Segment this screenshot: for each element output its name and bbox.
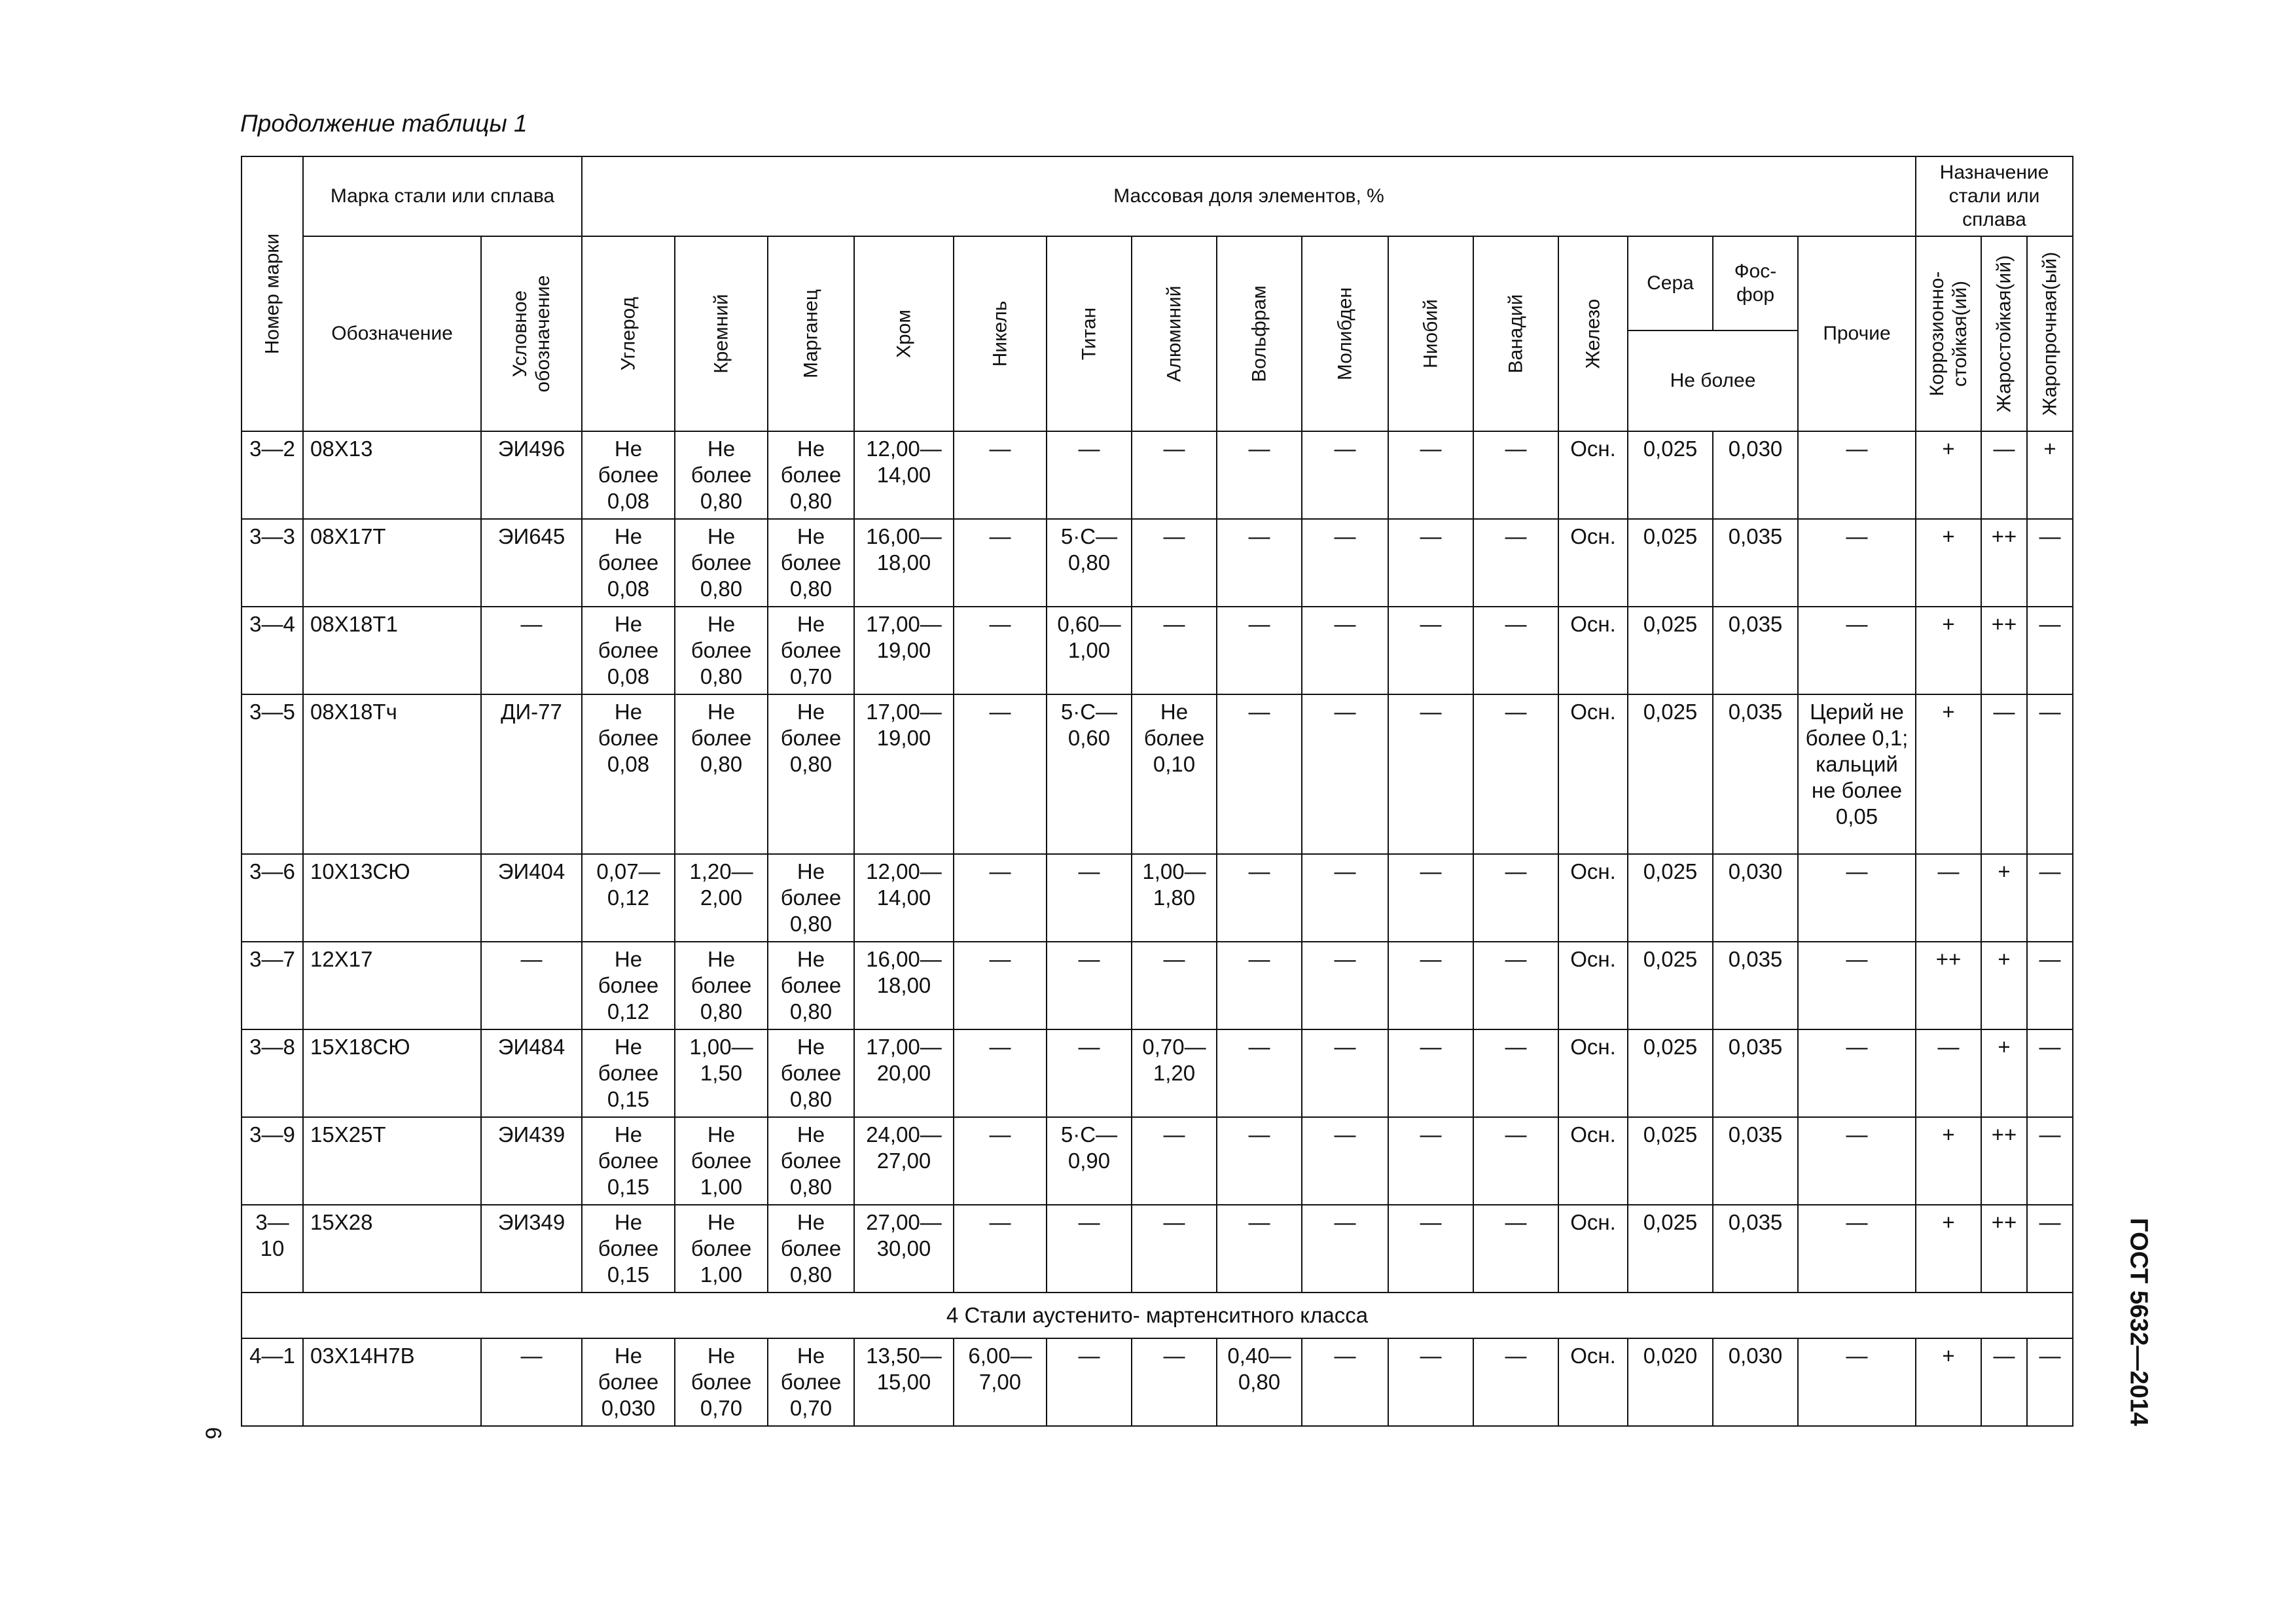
- cell-mn: Не более 0,80: [768, 1205, 854, 1293]
- header-niobium: Ниобий: [1388, 236, 1473, 431]
- cell-heat: +: [1981, 854, 2027, 942]
- cell-si: Не более 0,80: [675, 607, 768, 694]
- cell-fe: Осн.: [1558, 1338, 1628, 1426]
- cell-other: —: [1798, 942, 1916, 1029]
- cell-c: Не более 0,15: [582, 1117, 675, 1205]
- cell-v: —: [1473, 1029, 1558, 1117]
- cell-conv: —: [481, 942, 582, 1029]
- cell-v: —: [1473, 854, 1558, 942]
- cell-fe: Осн.: [1558, 1029, 1628, 1117]
- cell-designation: 15Х28: [303, 1205, 481, 1293]
- cell-s: 0,025: [1628, 1029, 1713, 1117]
- table-row: [242, 854, 2073, 942]
- cell-other: —: [1798, 431, 1916, 519]
- cell-c: Не более 0,12: [582, 942, 675, 1029]
- cell-mn: Не более 0,70: [768, 607, 854, 694]
- cell-p: 0,035: [1713, 1205, 1798, 1293]
- cell-c: Не более 0,08: [582, 431, 675, 519]
- cell-s: 0,025: [1628, 431, 1713, 519]
- cell-ni: —: [954, 854, 1047, 942]
- cell-mo: —: [1302, 607, 1388, 694]
- cell-corr: —: [1916, 854, 1981, 942]
- cell-mn: Не более 0,80: [768, 1117, 854, 1205]
- cell-al: —: [1132, 607, 1217, 694]
- cell-designation: 12Х17: [303, 942, 481, 1029]
- cell-heat: —: [1981, 1338, 2027, 1426]
- table-row: [242, 1338, 2073, 1426]
- cell-si: Не более 0,70: [675, 1338, 768, 1426]
- cell-al: Не более 0,10: [1132, 694, 1217, 854]
- cell-ti: —: [1047, 854, 1132, 942]
- cell-num: 3—5: [242, 694, 303, 854]
- cell-cr: 27,00—30,00: [854, 1205, 954, 1293]
- cell-ti: 5·С—0,60: [1047, 694, 1132, 854]
- document-side-title: ГОСТ 5632—2014: [2125, 1218, 2153, 1426]
- cell-fe: Осн.: [1558, 854, 1628, 942]
- cell-strong: —: [2027, 1117, 2073, 1205]
- cell-cr: 17,00—20,00: [854, 1029, 954, 1117]
- cell-nb: —: [1388, 854, 1473, 942]
- cell-al: —: [1132, 431, 1217, 519]
- cell-corr: +: [1916, 1205, 1981, 1293]
- cell-nb: —: [1388, 1338, 1473, 1426]
- cell-w: 0,40—0,80: [1217, 1338, 1302, 1426]
- cell-cr: 16,00—18,00: [854, 942, 954, 1029]
- cell-other: —: [1798, 854, 1916, 942]
- cell-designation: 08Х18Тч: [303, 694, 481, 854]
- cell-si: Не более 0,80: [675, 694, 768, 854]
- header-max-note: Не более: [1628, 330, 1798, 431]
- cell-corr: —: [1916, 1029, 1981, 1117]
- cell-other: —: [1798, 519, 1916, 607]
- cell-strong: —: [2027, 694, 2073, 854]
- cell-conv: ЭИ439: [481, 1117, 582, 1205]
- table-row: [242, 431, 2073, 519]
- table-row: [242, 694, 2073, 854]
- section-row: [242, 1293, 2073, 1338]
- cell-designation: 15Х25Т: [303, 1117, 481, 1205]
- cell-al: —: [1132, 1205, 1217, 1293]
- cell-corr: +: [1916, 1338, 1981, 1426]
- header-designation: Обозначение: [303, 236, 481, 431]
- cell-w: —: [1217, 431, 1302, 519]
- cell-designation: 10Х13СЮ: [303, 854, 481, 942]
- cell-w: —: [1217, 1205, 1302, 1293]
- cell-heat: +: [1981, 1029, 2027, 1117]
- table-row: [242, 942, 2073, 1029]
- cell-num: 3—8: [242, 1029, 303, 1117]
- cell-other: —: [1798, 1117, 1916, 1205]
- cell-heat: —: [1981, 694, 2027, 854]
- cell-w: —: [1217, 1117, 1302, 1205]
- cell-conv: ДИ-77: [481, 694, 582, 854]
- cell-si: Не более 1,00: [675, 1117, 768, 1205]
- cell-heat: ++: [1981, 607, 2027, 694]
- header-titanium: Титан: [1047, 236, 1132, 431]
- cell-ni: —: [954, 1029, 1047, 1117]
- cell-num: 3—10: [242, 1205, 303, 1293]
- cell-mo: —: [1302, 1338, 1388, 1426]
- cell-strong: —: [2027, 1029, 2073, 1117]
- cell-mo: —: [1302, 1205, 1388, 1293]
- cell-conv: ЭИ484: [481, 1029, 582, 1117]
- cell-mn: Не более 0,80: [768, 431, 854, 519]
- cell-ni: —: [954, 1117, 1047, 1205]
- cell-conv: —: [481, 607, 582, 694]
- cell-heat: ++: [1981, 1205, 2027, 1293]
- cell-ni: —: [954, 942, 1047, 1029]
- cell-conv: —: [481, 1338, 582, 1426]
- cell-conv: ЭИ349: [481, 1205, 582, 1293]
- cell-num: 3—6: [242, 854, 303, 942]
- cell-w: —: [1217, 519, 1302, 607]
- cell-corr: +: [1916, 607, 1981, 694]
- cell-corr: +: [1916, 519, 1981, 607]
- cell-v: —: [1473, 942, 1558, 1029]
- cell-corr: +: [1916, 694, 1981, 854]
- cell-al: —: [1132, 1338, 1217, 1426]
- cell-ti: 0,60—1,00: [1047, 607, 1132, 694]
- cell-s: 0,025: [1628, 942, 1713, 1029]
- cell-ni: —: [954, 694, 1047, 854]
- cell-mo: —: [1302, 1117, 1388, 1205]
- cell-nb: —: [1388, 431, 1473, 519]
- cell-v: —: [1473, 694, 1558, 854]
- cell-nb: —: [1388, 1029, 1473, 1117]
- cell-fe: Осн.: [1558, 1117, 1628, 1205]
- cell-other: Церий не более 0,1; кальций не более 0,05: [1798, 694, 1916, 854]
- cell-al: 0,70—1,20: [1132, 1029, 1217, 1117]
- cell-mn: Не более 0,80: [768, 519, 854, 607]
- header-iron: Железо: [1558, 236, 1628, 431]
- header-manganese: Марганец: [768, 236, 854, 431]
- cell-s: 0,025: [1628, 519, 1713, 607]
- cell-v: —: [1473, 1338, 1558, 1426]
- cell-strong: +: [2027, 431, 2073, 519]
- header-nickel: Никель: [954, 236, 1047, 431]
- cell-strong: —: [2027, 854, 2073, 942]
- cell-nb: —: [1388, 519, 1473, 607]
- cell-c: Не более 0,08: [582, 519, 675, 607]
- header-chromium: Хром: [854, 236, 954, 431]
- cell-nb: —: [1388, 1117, 1473, 1205]
- cell-v: —: [1473, 519, 1558, 607]
- table-row: [242, 519, 2073, 607]
- header-silicon: Кремний: [675, 236, 768, 431]
- cell-mo: —: [1302, 854, 1388, 942]
- cell-strong: —: [2027, 607, 2073, 694]
- cell-p: 0,035: [1713, 942, 1798, 1029]
- cell-ti: —: [1047, 1205, 1132, 1293]
- cell-c: Не более 0,15: [582, 1029, 675, 1117]
- cell-heat: +: [1981, 942, 2027, 1029]
- cell-designation: 08Х17Т: [303, 519, 481, 607]
- cell-v: —: [1473, 431, 1558, 519]
- cell-cr: 16,00—18,00: [854, 519, 954, 607]
- header-grade: Марка стали или сплава: [303, 156, 582, 236]
- cell-w: —: [1217, 854, 1302, 942]
- cell-heat: ++: [1981, 519, 2027, 607]
- cell-conv: ЭИ645: [481, 519, 582, 607]
- cell-mn: Не более 0,80: [768, 1029, 854, 1117]
- header-aluminium: Алюминий: [1132, 236, 1217, 431]
- cell-other: —: [1798, 607, 1916, 694]
- header-tungsten: Вольфрам: [1217, 236, 1302, 431]
- cell-ni: —: [954, 1205, 1047, 1293]
- header-purpose: Назначение стали или сплава: [1916, 156, 2073, 236]
- cell-num: 3—3: [242, 519, 303, 607]
- table-row: [242, 1029, 2073, 1117]
- cell-c: Не более 0,08: [582, 694, 675, 854]
- cell-ti: 5·С—0,90: [1047, 1117, 1132, 1205]
- cell-mn: Не более 0,80: [768, 854, 854, 942]
- cell-strong: —: [2027, 942, 2073, 1029]
- cell-ni: —: [954, 607, 1047, 694]
- header-conventional: Условное обозначение: [481, 236, 582, 431]
- cell-p: 0,030: [1713, 1338, 1798, 1426]
- cell-designation: 08Х13: [303, 431, 481, 519]
- cell-corr: +: [1916, 431, 1981, 519]
- cell-mn: Не более 0,80: [768, 942, 854, 1029]
- page-number: 6: [200, 1427, 226, 1440]
- header-number: Номер марки: [242, 156, 303, 431]
- cell-heat: ++: [1981, 1117, 2027, 1205]
- cell-mo: —: [1302, 1029, 1388, 1117]
- cell-strong: —: [2027, 519, 2073, 607]
- header-molybdenum: Молибден: [1302, 236, 1388, 431]
- cell-fe: Осн.: [1558, 1205, 1628, 1293]
- cell-nb: —: [1388, 694, 1473, 854]
- cell-designation: 03Х14Н7В: [303, 1338, 481, 1426]
- table-row: [242, 607, 2073, 694]
- cell-designation: 08Х18Т1: [303, 607, 481, 694]
- cell-cr: 17,00—19,00: [854, 694, 954, 854]
- cell-mn: Не более 0,80: [768, 694, 854, 854]
- cell-al: —: [1132, 1117, 1217, 1205]
- table-row: [242, 1117, 2073, 1205]
- cell-other: —: [1798, 1338, 1916, 1426]
- cell-nb: —: [1388, 942, 1473, 1029]
- header-vanadium: Ванадий: [1473, 236, 1558, 431]
- cell-c: Не более 0,08: [582, 607, 675, 694]
- cell-strong: —: [2027, 1338, 2073, 1426]
- cell-al: —: [1132, 942, 1217, 1029]
- cell-corr: +: [1916, 1117, 1981, 1205]
- header-heat-resistant: Жаростойкая(ий): [1981, 236, 2027, 431]
- cell-conv: ЭИ496: [481, 431, 582, 519]
- cell-p: 0,030: [1713, 854, 1798, 942]
- cell-fe: Осн.: [1558, 519, 1628, 607]
- cell-mo: —: [1302, 519, 1388, 607]
- cell-nb: —: [1388, 607, 1473, 694]
- cell-nb: —: [1388, 1205, 1473, 1293]
- section-title: 4 Стали аустенито- мартенситного класса: [242, 1293, 2073, 1338]
- header-corrosion: Коррозионно-стойкая(ий): [1916, 236, 1981, 431]
- cell-w: —: [1217, 694, 1302, 854]
- cell-s: 0,025: [1628, 694, 1713, 854]
- cell-cr: 13,50—15,00: [854, 1338, 954, 1426]
- cell-s: 0,020: [1628, 1338, 1713, 1426]
- header-other: Прочие: [1798, 236, 1916, 431]
- cell-c: Не более 0,030: [582, 1338, 675, 1426]
- cell-al: 1,00—1,80: [1132, 854, 1217, 942]
- cell-w: —: [1217, 1029, 1302, 1117]
- cell-strong: —: [2027, 1205, 2073, 1293]
- cell-p: 0,030: [1713, 431, 1798, 519]
- cell-w: —: [1217, 607, 1302, 694]
- cell-mo: —: [1302, 942, 1388, 1029]
- table-caption: Продолжение таблицы 1: [240, 110, 528, 137]
- cell-cr: 24,00—27,00: [854, 1117, 954, 1205]
- cell-al: —: [1132, 519, 1217, 607]
- cell-fe: Осн.: [1558, 431, 1628, 519]
- cell-ni: —: [954, 431, 1047, 519]
- cell-fe: Осн.: [1558, 694, 1628, 854]
- cell-si: Не более 1,00: [675, 1205, 768, 1293]
- cell-p: 0,035: [1713, 1117, 1798, 1205]
- cell-si: Не более 0,80: [675, 519, 768, 607]
- cell-s: 0,025: [1628, 607, 1713, 694]
- cell-num: 3—4: [242, 607, 303, 694]
- cell-c: 0,07—0,12: [582, 854, 675, 942]
- cell-v: —: [1473, 607, 1558, 694]
- cell-mo: —: [1302, 694, 1388, 854]
- cell-ti: —: [1047, 431, 1132, 519]
- cell-p: 0,035: [1713, 1029, 1798, 1117]
- cell-num: 3—7: [242, 942, 303, 1029]
- cell-ni: 6,00—7,00: [954, 1338, 1047, 1426]
- cell-s: 0,025: [1628, 854, 1713, 942]
- cell-ti: —: [1047, 942, 1132, 1029]
- cell-p: 0,035: [1713, 519, 1798, 607]
- header-phosphorus: Фос- фор: [1713, 236, 1798, 330]
- cell-corr: ++: [1916, 942, 1981, 1029]
- cell-other: —: [1798, 1205, 1916, 1293]
- cell-ti: —: [1047, 1029, 1132, 1117]
- cell-s: 0,025: [1628, 1117, 1713, 1205]
- header-carbon: Углерод: [582, 236, 675, 431]
- cell-cr: 17,00—19,00: [854, 607, 954, 694]
- cell-heat: —: [1981, 431, 2027, 519]
- cell-cr: 12,00—14,00: [854, 854, 954, 942]
- cell-si: 1,00—1,50: [675, 1029, 768, 1117]
- cell-conv: ЭИ404: [481, 854, 582, 942]
- header-heat-strong: Жаропрочная(ый): [2027, 236, 2073, 431]
- cell-designation: 15Х18СЮ: [303, 1029, 481, 1117]
- cell-ni: —: [954, 519, 1047, 607]
- cell-num: 3—9: [242, 1117, 303, 1205]
- header-mass-fraction: Массовая доля элементов, %: [582, 156, 1916, 236]
- cell-si: Не более 0,80: [675, 942, 768, 1029]
- cell-num: 3—2: [242, 431, 303, 519]
- cell-mo: —: [1302, 431, 1388, 519]
- cell-v: —: [1473, 1117, 1558, 1205]
- cell-mn: Не более 0,70: [768, 1338, 854, 1426]
- cell-num: 4—1: [242, 1338, 303, 1426]
- cell-other: —: [1798, 1029, 1916, 1117]
- cell-s: 0,025: [1628, 1205, 1713, 1293]
- cell-w: —: [1217, 942, 1302, 1029]
- table-row: [242, 1205, 2073, 1293]
- cell-c: Не более 0,15: [582, 1205, 675, 1293]
- cell-fe: Осн.: [1558, 942, 1628, 1029]
- cell-si: 1,20—2,00: [675, 854, 768, 942]
- cell-ti: —: [1047, 1338, 1132, 1426]
- cell-ti: 5·С—0,80: [1047, 519, 1132, 607]
- cell-fe: Осн.: [1558, 607, 1628, 694]
- cell-si: Не более 0,80: [675, 431, 768, 519]
- cell-v: —: [1473, 1205, 1558, 1293]
- cell-p: 0,035: [1713, 694, 1798, 854]
- header-sulfur: Сера: [1628, 236, 1713, 330]
- cell-cr: 12,00—14,00: [854, 431, 954, 519]
- cell-p: 0,035: [1713, 607, 1798, 694]
- composition-table: [241, 156, 2073, 1427]
